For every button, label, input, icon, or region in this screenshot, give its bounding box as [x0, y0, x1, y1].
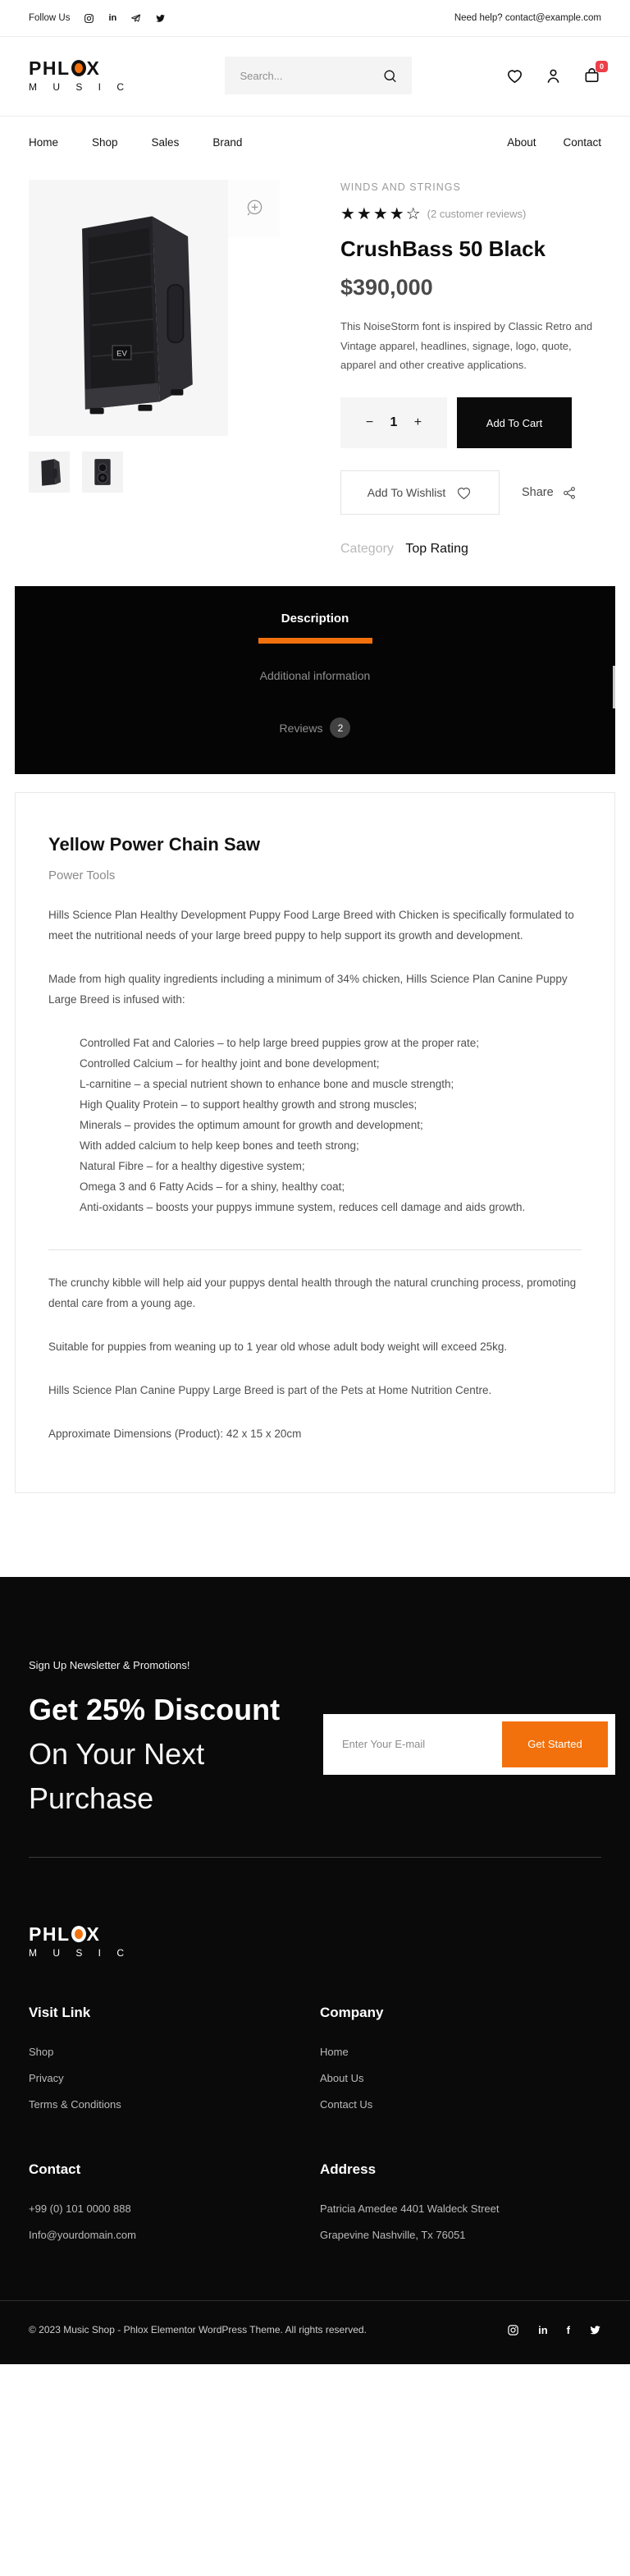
page-footer-region — [0, 1577, 630, 2364]
linkedin-icon[interactable]: in — [108, 12, 117, 23]
star-rating-filled: ★★★★ — [340, 204, 406, 223]
add-to-wishlist-label: Add To Wishlist — [367, 486, 446, 500]
logo-letter-o — [71, 60, 86, 76]
product-gallery — [29, 180, 280, 557]
reviews-count-link[interactable]: (2 customer reviews) — [427, 207, 527, 220]
product-brand[interactable]: WINDS AND STRINGS — [340, 181, 461, 193]
category-value-link[interactable]: Top Rating — [405, 542, 468, 557]
product-section — [0, 173, 630, 557]
search-box — [225, 57, 412, 94]
speaker-illustration — [34, 193, 224, 436]
thumbnail-1-image — [31, 454, 67, 490]
product-price: $390,000 — [340, 275, 433, 300]
thumbnail-2[interactable] — [82, 451, 123, 493]
logo-text-1: PHL — [29, 57, 71, 79]
address-line: Grapevine Nashville, Tx 76051 — [320, 2228, 466, 2241]
footer-bottom-bar — [0, 2300, 630, 2336]
footer-link-home[interactable]: Home — [320, 2045, 349, 2058]
newsletter-section — [0, 1577, 630, 1821]
footer-logo-letter-o — [71, 1926, 86, 1942]
main-nav — [0, 117, 630, 173]
newsletter-heading-line3: Purchase — [29, 1781, 154, 1815]
description-subheading: Power Tools — [48, 869, 116, 883]
footer-column-title: Address — [320, 2161, 377, 2177]
list-item: Controlled Calcium – for healthy joint and bone development; — [80, 1057, 380, 1070]
search-icon[interactable] — [382, 68, 398, 84]
description-paragraph: Approximate Dimensions (Product): 42 x 15 x 20cm — [48, 1427, 302, 1440]
share-button[interactable] — [522, 485, 578, 501]
tab-reviews-label: Reviews — [279, 721, 323, 735]
description-heading: Yellow Power Chain Saw — [48, 834, 260, 855]
newsletter-kicker: Sign Up Newsletter & Promotions! — [29, 1658, 190, 1671]
category-label: Category — [340, 542, 394, 557]
content-divider — [48, 1249, 582, 1250]
product-tabs — [15, 586, 615, 774]
telegram-icon[interactable] — [130, 13, 141, 24]
tab-reviews[interactable] — [15, 717, 615, 738]
footer-logo-subtext: M U S I C — [29, 1946, 131, 1959]
footer-link-shop[interactable]: Shop — [29, 2045, 54, 2058]
footer-link-terms[interactable]: Terms & Conditions — [29, 2097, 121, 2111]
thumbnail-2-image — [84, 454, 121, 490]
help-contact-link[interactable]: Need help? contact@example.com — [454, 13, 601, 23]
linkedin-icon[interactable]: in — [538, 2323, 548, 2336]
add-to-wishlist-button[interactable] — [340, 470, 500, 515]
reviews-count-badge: 2 — [330, 717, 350, 738]
site-header — [0, 37, 630, 117]
quantity-value[interactable]: 1 — [390, 415, 398, 430]
facebook-icon[interactable]: f — [566, 2323, 570, 2336]
scrollbar-thumb[interactable] — [613, 666, 615, 708]
footer-column-visit-link — [29, 2005, 320, 2111]
copyright-text: © 2023 Music Shop - Phlox Elementor WordPress Theme. All rights reserved. — [29, 2324, 367, 2336]
footer-logo-text-2: X — [86, 1923, 101, 1945]
newsletter-heading-line1: Get 25% Discount — [29, 1692, 281, 1726]
zoom-plus-icon — [244, 198, 265, 219]
list-item: L-carnitine – a special nutrient shown to enhance bone and muscle strength; — [80, 1078, 454, 1091]
description-paragraph: Suitable for puppies from weaning up to 1 year old whose adult body weight will exceed 25kg. — [48, 1340, 508, 1353]
footer — [0, 1858, 630, 2241]
cart-icon[interactable] — [582, 62, 604, 85]
footer-column-title: Contact — [29, 2161, 81, 2177]
follow-us-label: Follow Us — [29, 13, 71, 23]
description-paragraph: The crunchy kibble will help aid your puppys dental health through the natural crunching process, promoting dental care from a young age. — [48, 1276, 577, 1309]
footer-link-contact-us[interactable]: Contact Us — [320, 2097, 373, 2111]
search-input[interactable] — [239, 69, 365, 83]
footer-link-privacy[interactable]: Privacy — [29, 2071, 64, 2084]
list-item: Anti-oxidants – boosts your puppys immune system, reduces cell damage and aids growth. — [80, 1200, 526, 1213]
add-to-cart-button[interactable]: Add To Cart — [457, 397, 572, 448]
instagram-icon[interactable] — [84, 13, 94, 24]
account-icon[interactable] — [544, 66, 563, 85]
list-item: High Quality Protein – to support healthy growth and strong muscles; — [80, 1098, 418, 1112]
star-rating-empty: ☆ — [405, 204, 422, 223]
footer-logo-text-1: PHL — [29, 1923, 71, 1945]
topbar — [0, 0, 630, 37]
site-logo[interactable] — [29, 59, 130, 93]
heart-icon — [455, 484, 472, 502]
nav-item-about[interactable]: About — [507, 136, 536, 149]
instagram-icon[interactable] — [507, 2324, 519, 2336]
list-item: Natural Fibre – for a healthy digestive system; — [80, 1160, 305, 1173]
address-line: Patricia Amedee 4401 Waldeck Street — [320, 2202, 500, 2215]
footer-column-title: Company — [320, 2004, 384, 2020]
list-item: With added calcium to help keep bones and teeth strong; — [80, 1139, 359, 1153]
footer-email-link[interactable]: Info@yourdomain.com — [29, 2228, 136, 2241]
logo-text-2: X — [86, 57, 101, 79]
footer-column-company — [320, 2005, 601, 2111]
footer-link-about-us[interactable]: About Us — [320, 2071, 364, 2084]
ingredients-list — [48, 1034, 582, 1218]
share-icon — [562, 485, 578, 501]
quantity-increase-button[interactable]: + — [413, 415, 422, 430]
nav-item-home[interactable]: Home — [29, 136, 59, 149]
product-rating — [340, 205, 615, 222]
newsletter-email-input[interactable] — [331, 1737, 502, 1751]
description-paragraph: Made from high quality ingredients including a minimum of 34% chicken, Hills Science Plan Canine Puppy Large Breed is infused with: — [48, 973, 568, 1006]
active-tab-indicator — [258, 638, 372, 644]
description-panel — [15, 792, 615, 1492]
footer-logo[interactable] — [29, 1925, 601, 1959]
thumbnail-1[interactable] — [29, 451, 70, 493]
newsletter-form — [323, 1714, 615, 1775]
image-zoom-button[interactable] — [228, 180, 280, 237]
list-item: Omega 3 and 6 Fatty Acids – for a shiny, healthy coat; — [80, 1180, 345, 1194]
twitter-icon[interactable] — [589, 2324, 601, 2336]
footer-column-title: Visit Link — [29, 2004, 91, 2020]
product-title: CrushBass 50 Black — [340, 236, 546, 261]
list-item: Controlled Fat and Calories – to help large breed puppies grow at the proper rate; — [80, 1037, 480, 1050]
newsletter-submit-button[interactable]: Get Started — [502, 1721, 608, 1767]
share-label: Share — [522, 486, 554, 500]
twitter-icon[interactable] — [155, 13, 166, 24]
quantity-stepper — [340, 397, 447, 448]
footer-column-contact — [29, 2161, 320, 2241]
logo-subtext: M U S I C — [29, 80, 131, 93]
nav-item-shop[interactable]: Shop — [92, 136, 118, 149]
description-paragraph: Hills Science Plan Canine Puppy Large Breed is part of the Pets at Home Nutrition Centre. — [48, 1383, 492, 1396]
product-short-description: This NoiseStorm font is inspired by Classic Retro and Vintage apparel, headlines, signage, logo, quote, apparel and other creative applications. — [340, 320, 593, 371]
footer-column-address — [320, 2161, 601, 2241]
nav-item-sales[interactable]: Sales — [151, 136, 180, 149]
quantity-decrease-button[interactable]: − — [365, 415, 374, 430]
nav-item-brand[interactable]: Brand — [212, 136, 243, 149]
list-item: Minerals – provides the optimum amount for growth and development; — [80, 1119, 423, 1132]
product-image[interactable] — [29, 180, 228, 436]
newsletter-heading-line2: On Your Next — [29, 1736, 205, 1771]
svg-text:EV: EV — [116, 349, 127, 359]
wishlist-icon[interactable] — [505, 66, 524, 85]
cart-count-badge: 0 — [596, 61, 608, 72]
description-paragraph: Hills Science Plan Healthy Development Puppy Food Large Breed with Chicken is specifically formulated to meet the nutritional needs of your large breed puppy to help support its growth and development. — [48, 909, 574, 942]
tab-description[interactable]: Description — [281, 612, 349, 626]
category-row — [340, 542, 615, 557]
footer-phone-link[interactable]: +99 (0) 101 0000 888 — [29, 2202, 131, 2215]
tab-additional-information[interactable]: Additional information — [259, 669, 371, 683]
nav-item-contact[interactable]: Contact — [563, 136, 601, 149]
